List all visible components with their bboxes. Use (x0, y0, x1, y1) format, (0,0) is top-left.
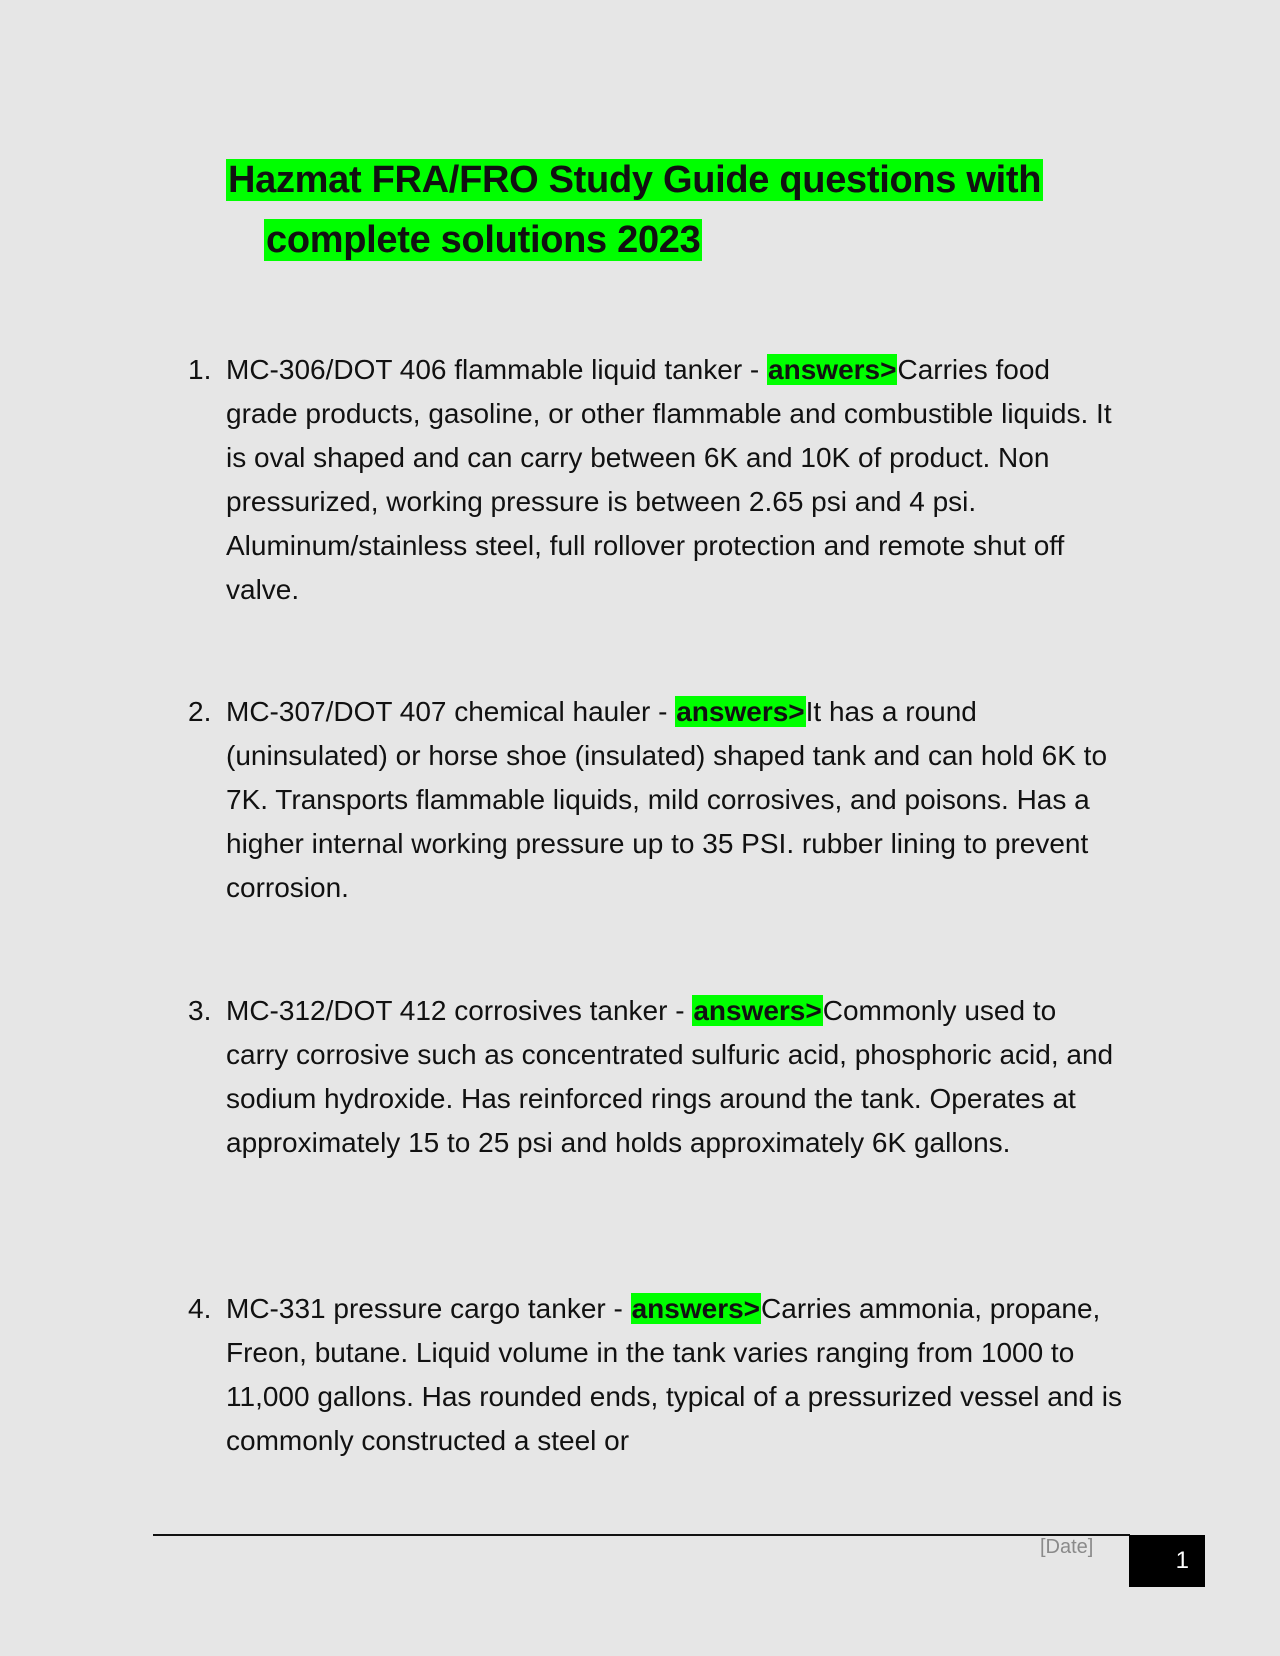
list-item (182, 348, 1122, 612)
footer-divider (153, 1534, 1130, 1536)
question-number: 4. (188, 1293, 212, 1324)
question-text (226, 348, 1122, 612)
answer-tag: answers> (676, 696, 805, 727)
answer-tag: answers> (693, 995, 822, 1026)
list-item (182, 690, 1122, 910)
question-number: 3. (188, 995, 212, 1026)
question-text (226, 690, 1122, 910)
list-item (182, 1287, 1122, 1463)
answer-text: Carries ammonia, propane, Freon, butane. Liquid volume in the tank varies ranging from 1000 to 11,000 gallons. Has rounded ends, typical of a pressurized vessel and is commonly constructed a steel or (226, 1293, 1123, 1456)
answer-text: Carries food grade products, gasoline, or other flammable and combustible liquids. It is oval shaped and can carry between 6K and 10K of product. Non pressurized, working pressure is between 2.65 psi and 4 psi. Aluminum/stainless steel, full rollover protection and remote shut off valve. (226, 354, 1112, 605)
question-label: MC-306/DOT 406 flammable liquid tanker - (226, 354, 768, 385)
title-line-2: complete solutions 2023 (266, 219, 701, 261)
answer-tag: answers> (768, 354, 897, 385)
title-line-1: Hazmat FRA/FRO Study Guide questions with (228, 159, 1042, 201)
answer-text: Commonly used to carry corrosive such as concentrated sulfuric acid, phosphoric acid, and sodium hydroxide. Has reinforced rings around the tank. Operates at approximately 15 to 25 psi and holds approximately 6K gallons. (226, 995, 1114, 1158)
footer-date: [Date] (1040, 1536, 1094, 1558)
question-label: MC-307/DOT 407 chemical hauler - (226, 696, 676, 727)
list-item (182, 989, 1122, 1165)
question-number: 1. (188, 354, 212, 385)
answer-tag: answers> (631, 1293, 761, 1324)
document-title (226, 150, 1126, 270)
question-text (226, 1287, 1122, 1463)
question-label: MC-312/DOT 412 corrosives tanker - (226, 995, 693, 1026)
page-number: 1 (1175, 1547, 1189, 1574)
answer-text: It has a round (uninsulated) or horse shoe (insulated) shaped tank and can hold 6K to 7K. Transports flammable liquids, mild corrosives, and poisons. Has a higher internal working pressure up to 35 PSI. rubber lining to prevent corrosion. (226, 696, 1108, 903)
question-text (226, 989, 1122, 1165)
page-number-box (1129, 1535, 1205, 1587)
question-label: MC-331 pressure cargo tanker - (226, 1293, 631, 1324)
question-number: 2. (188, 696, 212, 727)
